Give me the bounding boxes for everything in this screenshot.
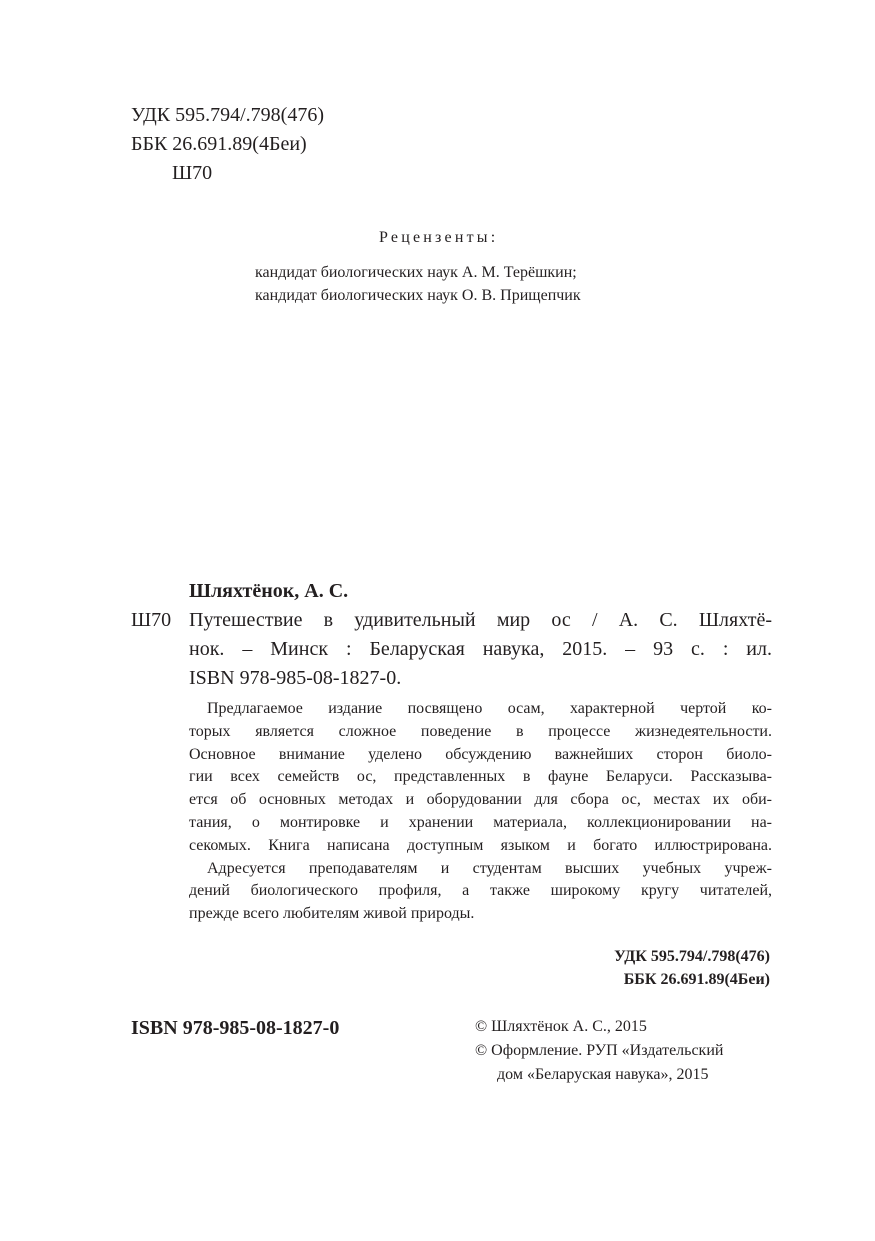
entry-title [189,606,772,693]
bbk-bottom: ББК 26.691.89(4Беи) [623,971,770,988]
entry-title-line: нок. – Минск : Беларуская навука, 2015. – 93 с. : ил. [189,638,772,660]
annotation-line: секомых. Книга написана доступным языком и богато иллюстрирована. [189,836,772,854]
annotation-line: тания, о монтировке и хранении материала, коллекционировании на- [189,813,772,831]
reviewer-2: кандидат биологических наук О. В. Прищепчик [255,287,581,304]
udk-bottom: УДК 595.794/.798(476) [614,948,770,965]
udk-top: УДК 595.794/.798(476) [131,104,324,126]
annotation-line: прежде всего любителям живой природы. [189,905,475,923]
reviewer-1: кандидат биологических наук А. М. Терёшкин; [255,264,577,281]
isbn-bottom: ISBN 978-985-08-1827-0 [131,1017,340,1039]
copyright-publisher: дом «Беларуская навука», 2015 [497,1066,709,1083]
annotation-line: торых является сложное поведение в процессе жизнедеятельности. [189,722,772,740]
annotation-line: гии всех семейств ос, представленных в фауне Беларуси. Рассказыва- [189,768,772,786]
entry-code: Ш70 [131,609,172,631]
copyright-design: © Оформление. РУП «Издательский [475,1042,724,1059]
annotation [189,698,772,926]
annotation-line: Основное внимание уделено обсуждению важнейших сторон биоло- [189,745,772,763]
annotation-line: ется об основных методах и оборудовании для сбора ос, местах их оби- [189,791,772,809]
bbk-top: ББК 26.691.89(4Беи) [131,133,307,155]
reviewers-title: Рецензенты: [379,229,499,246]
author-mark-top: Ш70 [172,162,213,184]
entry-author: Шляхтёнок, А. С. [189,580,349,602]
entry-isbn: ISBN 978-985-08-1827-0. [189,667,402,689]
annotation-line: дений биологического профиля, а также широкому кругу читателей, [189,882,772,900]
entry-title-line: Путешествие в удивительный мир ос / А. С. Шляхтё- [189,609,772,631]
copyright-author: © Шляхтёнок А. С., 2015 [475,1018,647,1035]
annotation-line: Адресуется преподавателям и студентам высших учебных учреж- [207,859,772,877]
annotation-line: Предлагаемое издание посвящено осам, характерной чертой ко- [207,700,772,717]
